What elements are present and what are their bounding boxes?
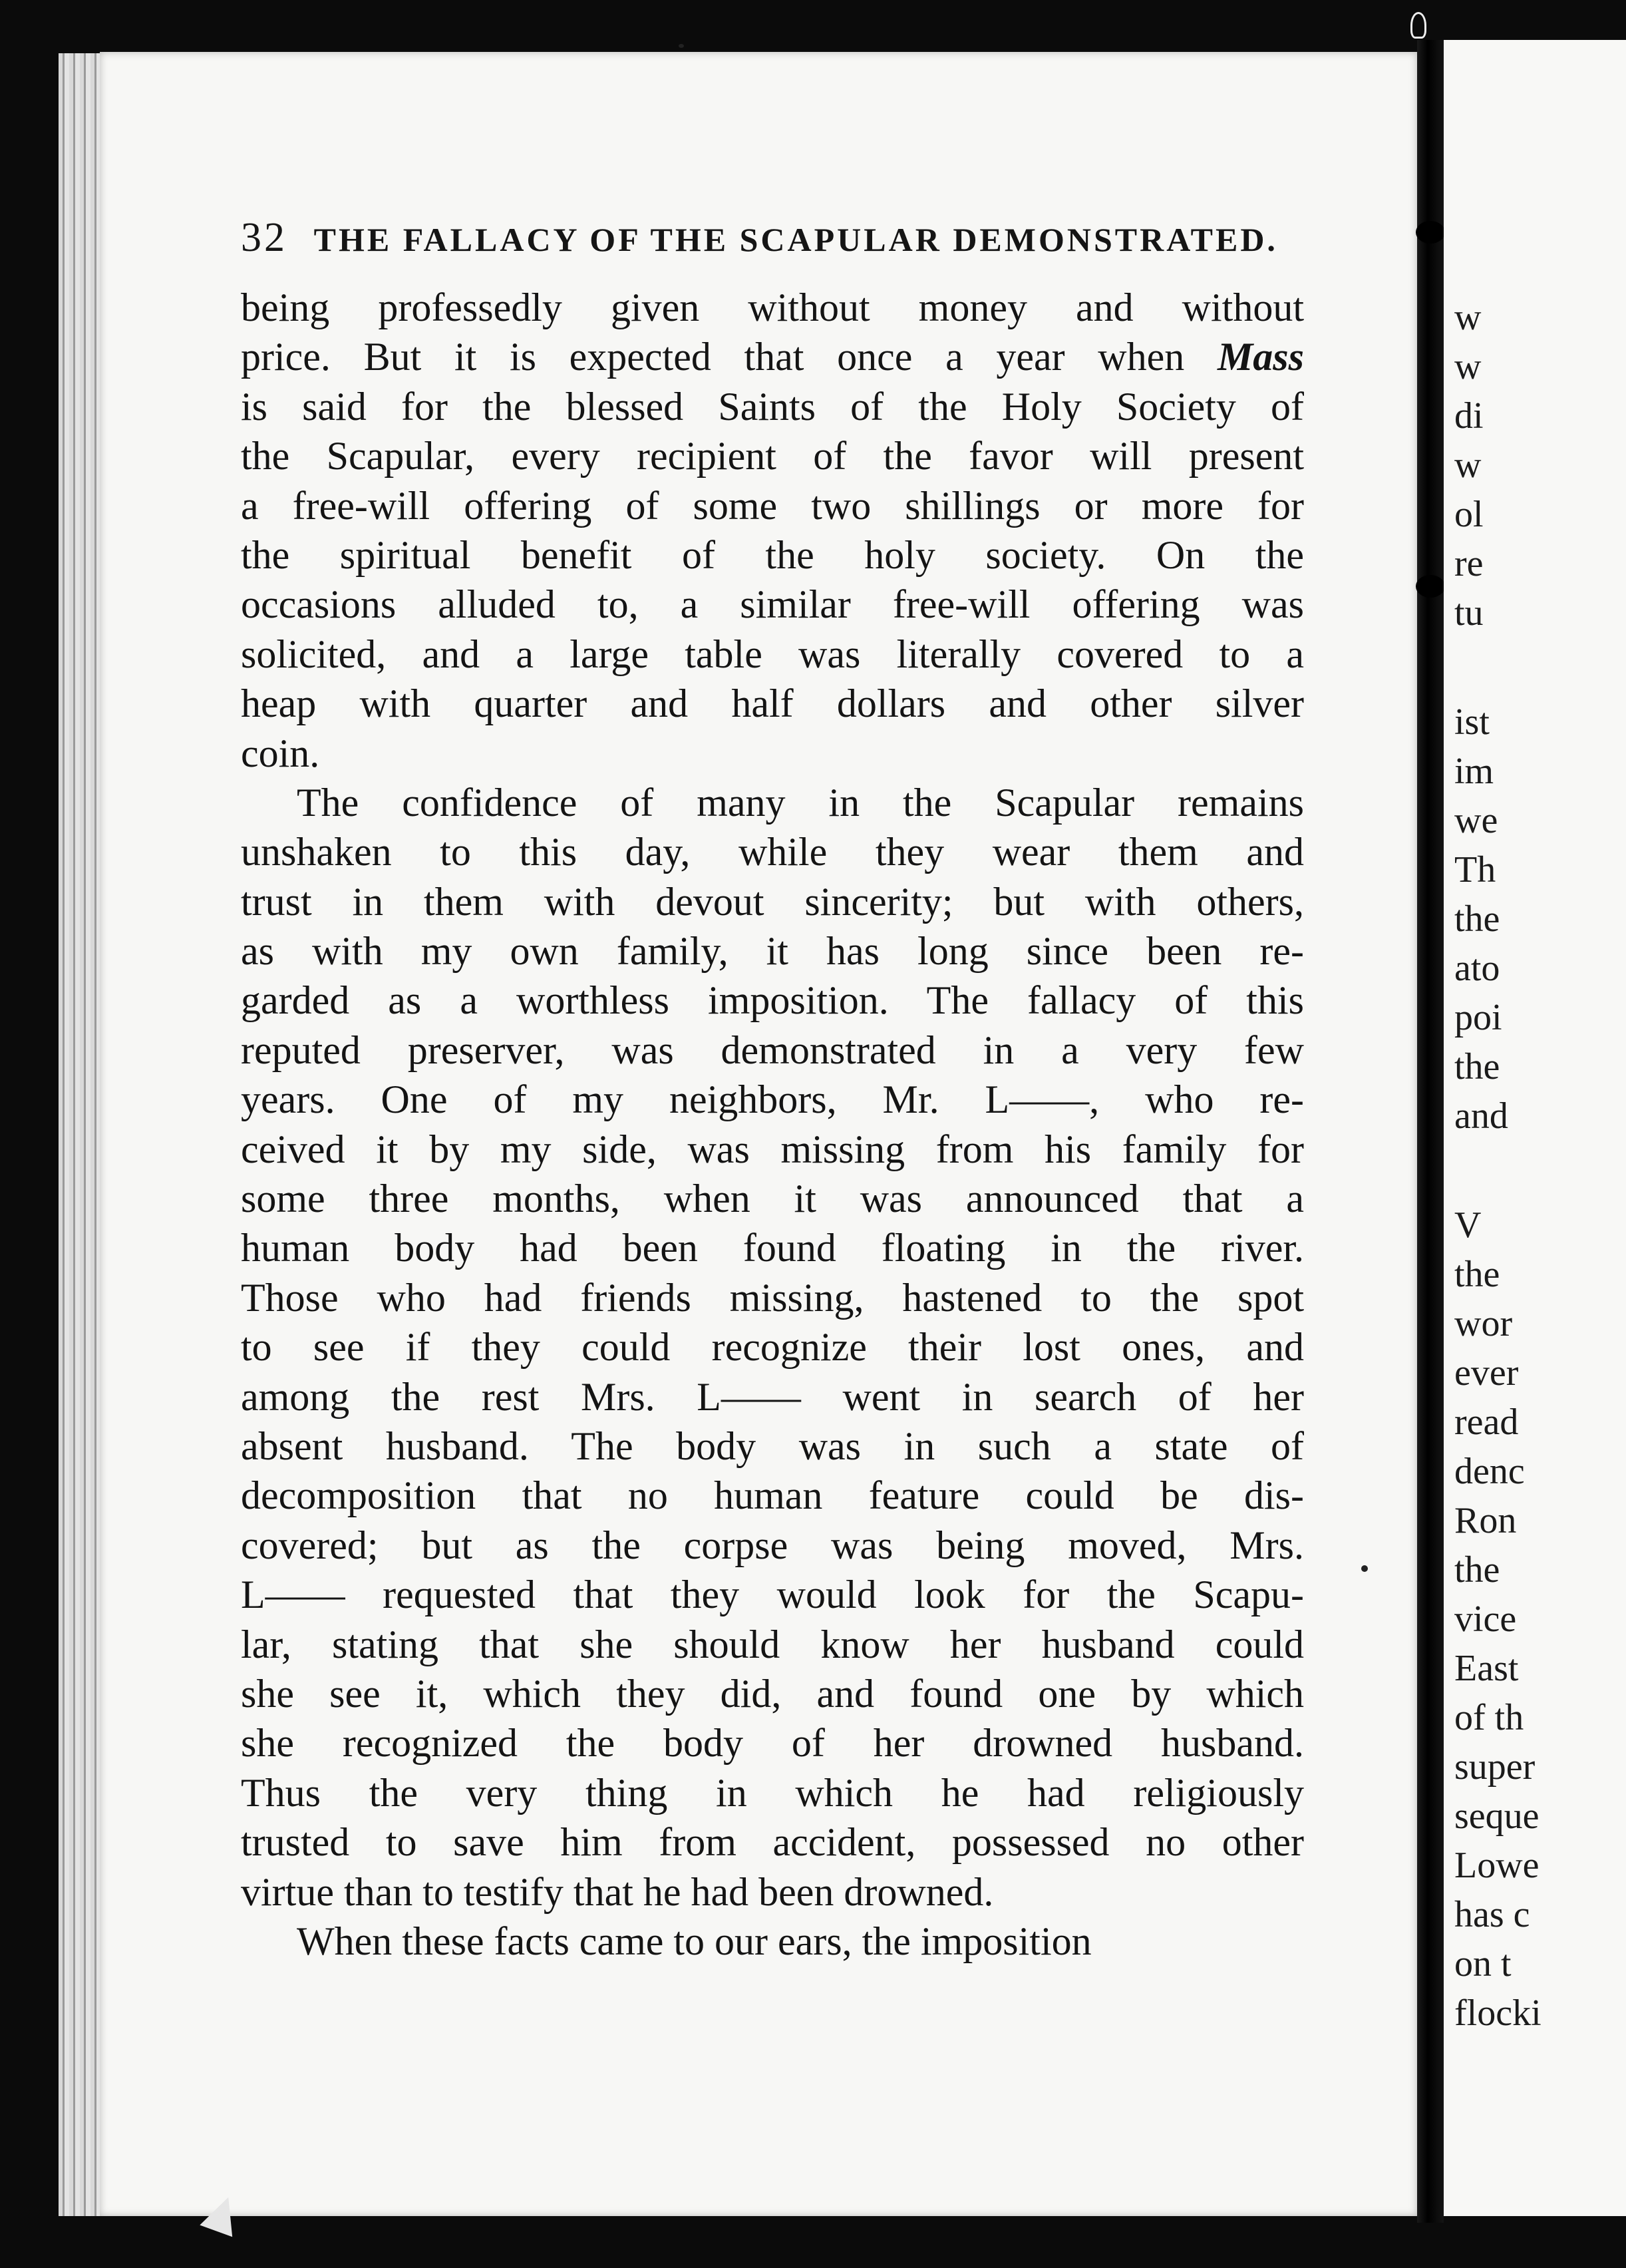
- text-line: Those who had friends missing, hastened to the spot: [241, 1275, 1304, 1320]
- facing-page-line: di: [1454, 395, 1484, 437]
- text-line: lar, stating that she should know her husband could: [241, 1622, 1304, 1666]
- running-head: [241, 214, 1278, 262]
- facing-page-line: wor: [1454, 1303, 1513, 1344]
- facing-page-line: ol: [1454, 494, 1484, 535]
- facing-page-line: the: [1454, 1254, 1500, 1295]
- facing-page-line: Lowe: [1454, 1845, 1540, 1886]
- text-line: trust in them with devout sincerity; but with others,: [241, 879, 1304, 924]
- text-line: solicited, and a large table was literally covered to a: [241, 632, 1304, 676]
- facing-page-line: super: [1454, 1746, 1536, 1788]
- facing-page-text: [1454, 293, 1626, 2038]
- text-line: is said for the blessed Saints of the Holy Society of: [241, 384, 1304, 429]
- text-line: years. One of my neighbors, Mr. L——, who re-: [241, 1077, 1304, 1122]
- text-line: to see if they could recognize their lost ones, and: [241, 1325, 1304, 1370]
- speck: [679, 44, 684, 48]
- facing-page-line: read: [1454, 1402, 1519, 1443]
- text-line: a free-will offering of some two shillings or more for: [241, 483, 1304, 528]
- text-line: human body had been found floating in the river.: [241, 1226, 1304, 1270]
- text-line: unshaken to this day, while they wear them and: [241, 830, 1304, 874]
- facing-page-line: poi: [1454, 997, 1502, 1038]
- facing-page-line: the: [1454, 1046, 1500, 1087]
- text-line: coin.: [241, 731, 320, 775]
- text-line: decomposition that no human feature could be dis-: [241, 1473, 1304, 1518]
- page-number: 32: [241, 215, 287, 260]
- text-line: price. But it is expected that once a year when Mass: [241, 335, 1304, 379]
- facing-page-line: w: [1454, 297, 1482, 338]
- facing-page-line: we: [1454, 800, 1498, 841]
- facing-page-line: w: [1454, 346, 1482, 387]
- text-line: The confidence of many in the Scapular remains: [297, 780, 1304, 825]
- facing-page-line: flocki: [1454, 1992, 1542, 2034]
- binding-stitch: [1416, 575, 1445, 598]
- text-line: being professedly given without money and without: [241, 285, 1304, 329]
- facing-page-line: Ron: [1454, 1500, 1517, 1541]
- text-line: she see it, which they did, and found one by which: [241, 1671, 1304, 1716]
- text-line: absent husband. The body was in such a state of: [241, 1423, 1304, 1468]
- text-line: the Scapular, every recipient of the favor will present: [241, 434, 1304, 478]
- text-line: some three months, when it was announced that a: [241, 1177, 1304, 1221]
- facing-page-line: on t: [1454, 1943, 1512, 1984]
- facing-page-line: ever: [1454, 1352, 1519, 1394]
- facing-page-line: of th: [1454, 1697, 1524, 1738]
- text-line: as with my own family, it has long since been re-: [241, 929, 1304, 974]
- binding-stitch: [1416, 221, 1445, 244]
- facing-page-line: vice: [1454, 1599, 1517, 1640]
- facing-page-line: re: [1454, 543, 1484, 584]
- text-line: reputed preserver, was demonstrated in a very few: [241, 1028, 1304, 1072]
- facing-page-line: ist: [1454, 701, 1490, 743]
- facing-page-line: ato: [1454, 948, 1500, 989]
- body-text: [241, 283, 1304, 1966]
- facing-page-line: V: [1454, 1205, 1482, 1246]
- facing-page-line: Th: [1454, 849, 1496, 890]
- top-binding-mark: [1410, 12, 1426, 39]
- facing-page-line: East: [1454, 1648, 1519, 1689]
- text-line: L—— requested that they would look for the Scapu-: [241, 1573, 1304, 1617]
- running-title: THE FALLACY OF THE SCAPULAR DEMONSTRATED.: [313, 221, 1278, 258]
- text-line: heap with quarter and half dollars and other silver: [241, 681, 1304, 726]
- text-line: the spiritual benefit of the holy society. On the: [241, 532, 1304, 577]
- text-line: trusted to save him from accident, possessed no other: [241, 1820, 1304, 1865]
- book-gutter: [1417, 40, 1444, 2223]
- text-line: virtue than to testify that he had been drowned.: [241, 1869, 994, 1914]
- speck: [1361, 1565, 1368, 1572]
- text-line: When these facts came to our ears, the imposition: [297, 1919, 1092, 1963]
- facing-page-line: the: [1454, 898, 1500, 940]
- facing-page-line: seque: [1454, 1796, 1540, 1837]
- facing-page-line: denc: [1454, 1451, 1525, 1492]
- text-line: covered; but as the corpse was being moved, Mrs.: [241, 1523, 1304, 1567]
- text-line: ceived it by my side, was missing from his family for: [241, 1127, 1304, 1171]
- text-line: she recognized the body of her drowned husband.: [241, 1721, 1304, 1766]
- text-line: Thus the very thing in which he had religiously: [241, 1770, 1304, 1815]
- facing-page-line: the: [1454, 1549, 1500, 1591]
- facing-page-line: and: [1454, 1095, 1508, 1137]
- facing-page-line: has c: [1454, 1894, 1530, 1935]
- facing-page-line: im: [1454, 751, 1494, 792]
- text-line: occasions alluded to, a similar free-will offering was: [241, 582, 1304, 627]
- text-line: garded as a worthless imposition. The fallacy of this: [241, 978, 1304, 1023]
- facing-page-line: tu: [1454, 592, 1484, 634]
- text-line: among the rest Mrs. L—— went in search of her: [241, 1374, 1304, 1419]
- facing-page-line: w: [1454, 445, 1482, 486]
